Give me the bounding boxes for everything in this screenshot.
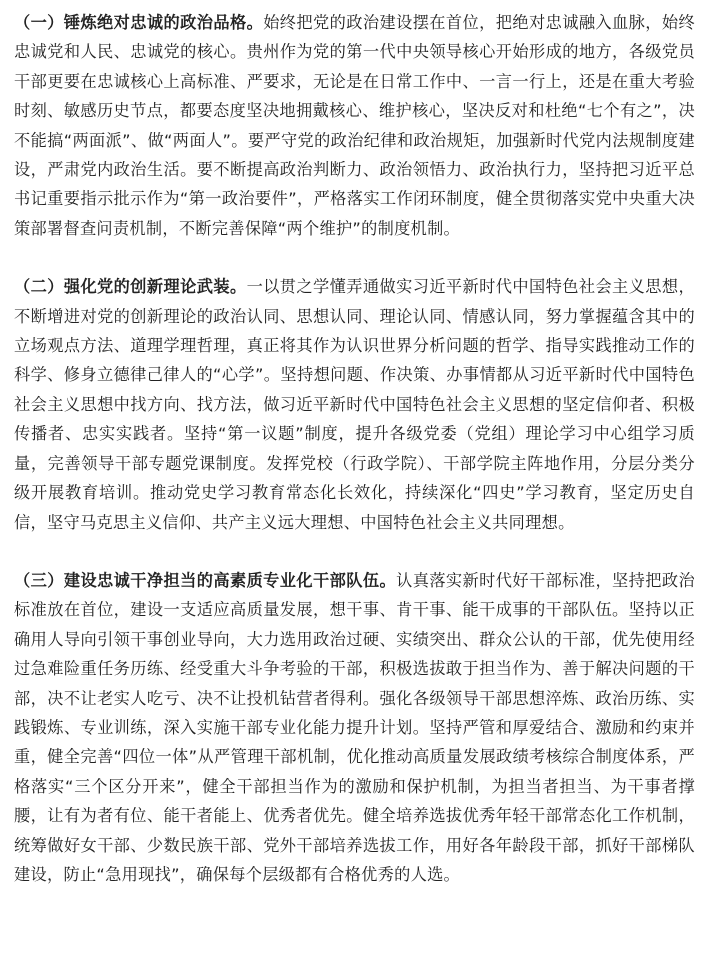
section-paragraph-3 <box>14 566 695 889</box>
section-heading-3: （三）建设忠诚干净担当的高素质专业化干部队伍。 <box>14 570 397 590</box>
section-paragraph-2 <box>14 272 695 537</box>
section-body-2: 一以贯之学懂弄通做实习近平新时代中国特色社会主义思想，不断增进对党的创新理论的政治认同、思想认同、理论认同、情感认同，努力掌握蕴含其中的立场观点方法、道理学理哲理，真正将其作为认识世界分析问题的哲学、指导实践推动工作的科学、修身立德律己律人的“心学”。坚持想问题、作决策、办事情都从习近平新时代中国特色社会主义思想中找方向、找方法，做习近平新时代中国特色社会主义思想的坚定信仰者、积极传播者、忠实实践者。坚持“第一议题”制度，提升各级党委（党组）理论学习中心组学习质量，完善领导干部专题党课制度。发挥党校（行政学院）、干部学院主阵地作用，分层分类分级开展教育培训。推动党史学习教育常态化长效化，持续深化“四史”学习教育，坚定历史自信，坚守马克思主义信仰、共产主义远大理想、中国特色社会主义共同理想。 <box>14 277 695 532</box>
section-heading-2: （二）强化党的创新理论武装。 <box>14 277 247 297</box>
section-body-1: 始终把党的政治建设摆在首位，把绝对忠诚融入血脉，始终忠诚党和人民、忠诚党的核心。贵州作为党的第一代中央领导核心开始形成的地方，各级党员干部更要在忠诚核心上高标准、严要求，无论是在日常工作中、一言一行上，还是在重大考验时刻、敏感历史节点，都要态度坚决地拥戴核心、维护核心，坚决反对和杜绝“七个有之”，决不能搞“两面派”、做“两面人”。要严守党的政治纪律和政治规矩，加强新时代党内法规制度建设，严肃党内政治生活。要不断提高政治判断力、政治领悟力、政治执行力，坚持把习近平总书记重要指示批示作为“第一政治要件”，严格落实工作闭环制度，健全贯彻落实党中央重大决策部署督查问责机制，不断完善保障“两个维护”的制度机制。 <box>14 13 695 238</box>
section-heading-1: （一）锤炼绝对忠诚的政治品格。 <box>14 13 264 32</box>
document-body <box>14 8 695 918</box>
section-paragraph-1 <box>14 8 695 243</box>
section-body-3: 认真落实新时代好干部标准，坚持把政治标准放在首位，建设一支适应高质量发展，想干事、肯干事、能干成事的干部队伍。坚持以正确用人导向引领干事创业导向，大力选用政治过硬、实绩突出、群众公认的干部，优先使用经过急难险重任务历练、经受重大斗争考验的干部，积极选拔敢于担当作为、善于解决问题的干部，决不让老实人吃亏、决不让投机钻营者得利。强化各级领导干部思想淬炼、政治历练、实践锻炼、专业训练，深入实施干部专业化能力提升计划。坚持严管和厚爱结合、激励和约束并重，健全完善“四位一体”从严管理干部机制，优化推动高质量发展政绩考核综合制度体系，严格落实“三个区分开来”，健全干部担当作为的激励和保护机制，为担当者担当、为干事者撑腰，让有为者有位、能干者能上、优秀者优先。健全培养选拔优秀年轻干部常态化工作机制，统筹做好女干部、少数民族干部、党外干部培养选拔工作，用好各年龄段干部，抓好干部梯队建设，防止“急用现找”，确保每个层级都有合格优秀的人选。 <box>14 570 695 884</box>
